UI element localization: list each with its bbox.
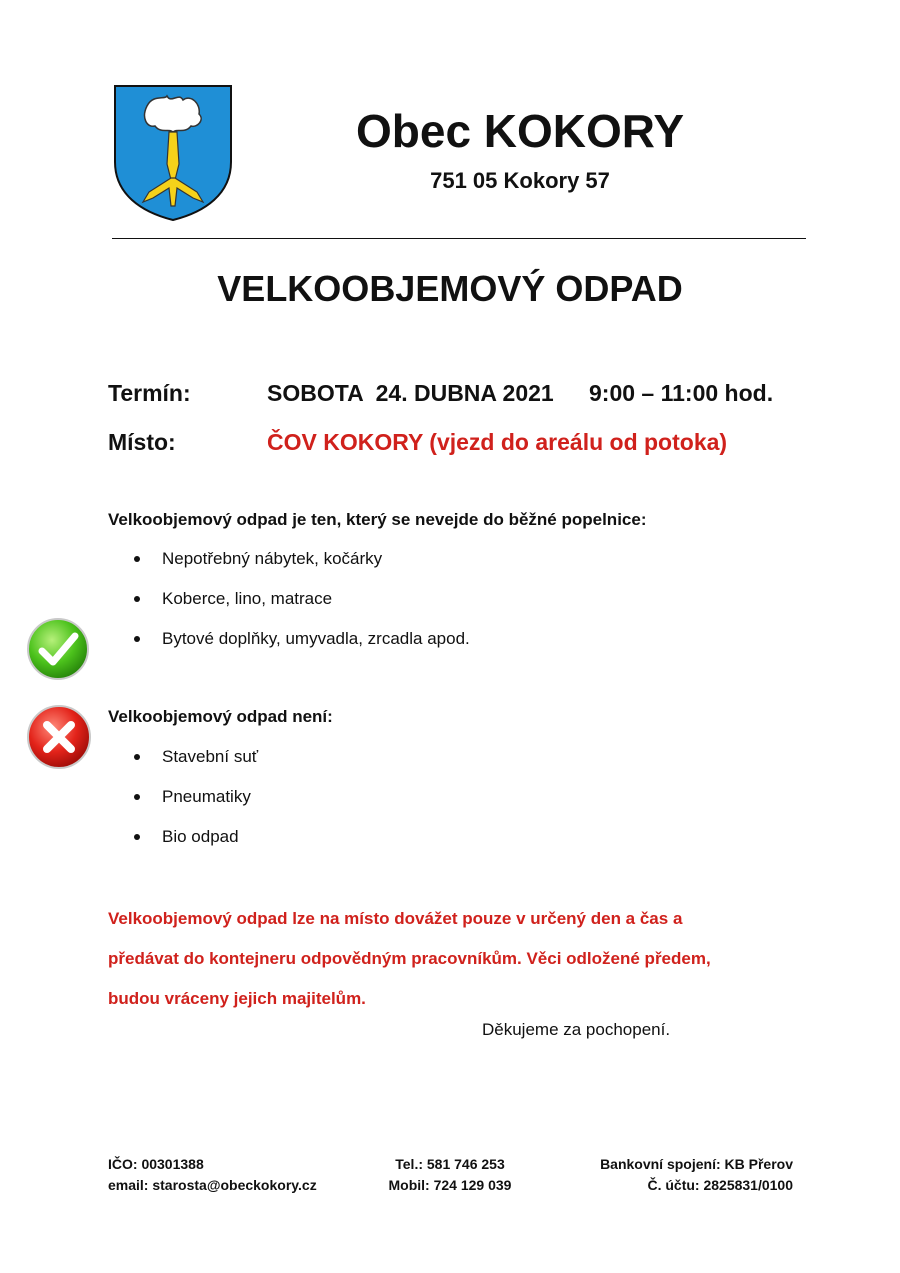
misto-label: Místo: [108,429,176,455]
cross-icon [26,704,92,770]
footer-bank [560,1154,793,1196]
footer-email: email: starosta@obeckokory.cz [108,1177,317,1193]
not-allowed-intro: Velkoobjemový odpad není: [108,707,333,726]
header-divider [112,238,806,239]
page-heading: VELKOOBJEMOVÝ ODPAD [217,268,683,309]
list-item: Nepotřebný nábytek, kočárky [108,547,470,587]
village-crest-logo [113,84,233,222]
termin-time: 9:00 – 11:00 hod. [589,380,774,406]
village-address: 751 05 Kokory 57 [430,168,610,193]
footer-contact-left [108,1154,317,1196]
list-item: Bio odpad [108,825,258,865]
footer-bank-name: Bankovní spojení: KB Přerov [600,1156,793,1172]
termin-date: SOBOTA 24. DUBNA 2021 [267,380,554,406]
termin-label: Termín: [108,380,191,406]
footer-account: Č. účtu: 2825831/0100 [647,1177,793,1193]
list-item: Bytové doplňky, umyvadla, zrcadla apod. [108,627,470,667]
footer-mobil: Mobil: 724 129 039 [388,1177,512,1193]
footer-ico: IČO: 00301388 [108,1156,204,1172]
misto-value: ČOV KOKORY (vjezd do areálu od potoka) [267,429,728,455]
not-allowed-list [108,745,258,865]
list-item: Stavební suť [108,745,258,785]
warning-notice [108,899,798,1019]
list-item: Pneumatiky [108,785,258,825]
check-icon [26,617,90,681]
footer-contact-phones [380,1154,520,1196]
thanks-note: Děkujeme za pochopení. [482,1020,671,1039]
village-title: Obec KOKORY [355,105,685,157]
list-item: Koberce, lino, matrace [108,587,470,627]
warning-line: budou vráceny jejich majitelům. [108,989,366,1008]
allowed-list [108,547,470,667]
warning-line: Velkoobjemový odpad lze na místo dovážet pouze v určený den a čas a [108,909,683,928]
warning-line: předávat do kontejneru odpovědným pracovníkům. Věci odložené předem, [108,949,711,968]
footer-tel: Tel.: 581 746 253 [395,1156,505,1172]
allowed-intro: Velkoobjemový odpad je ten, který se nevejde do běžné popelnice: [108,510,647,529]
